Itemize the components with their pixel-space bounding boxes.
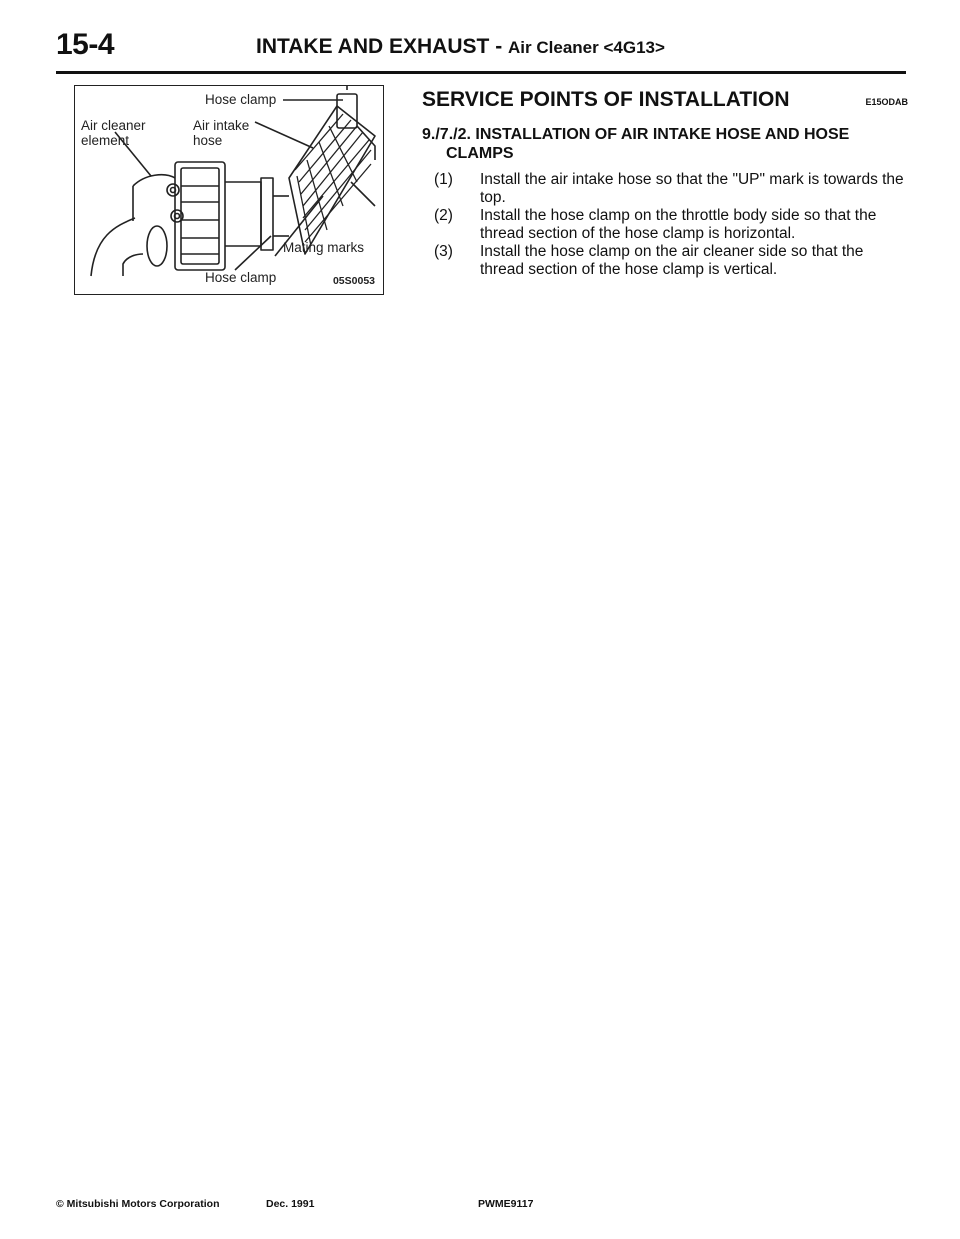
- figure-code: 05S0053: [332, 275, 375, 287]
- header-section-title: INTAKE AND EXHAUST: [256, 35, 490, 58]
- step-number: (2): [434, 207, 453, 224]
- step-item: [422, 207, 908, 243]
- footer-doc-code: PWME9117: [478, 1198, 534, 1210]
- step-item: [422, 243, 908, 279]
- section-code: E15ODAB: [865, 97, 908, 107]
- label-hose-clamp-top: Hose clamp: [205, 92, 277, 107]
- section-heading: [422, 88, 908, 116]
- step-number: (3): [434, 243, 453, 260]
- label-air-cleaner-element: Air cleaner element: [81, 118, 146, 148]
- label-mating-marks: Mating marks: [283, 240, 365, 255]
- page-number: 15-4: [56, 28, 115, 61]
- header-subtitle: Air Cleaner <4G13>: [508, 38, 665, 57]
- item-title-line1: 9./7./2. INSTALLATION OF AIR INTAKE HOSE AND HOSE: [422, 126, 850, 143]
- header-separator: -: [495, 35, 503, 58]
- air-intake-illustration: [74, 85, 384, 295]
- step-text: Install the air intake hose so that the "UP" mark is towards the top.: [480, 171, 904, 206]
- label-air-intake-hose: Air intake hose: [193, 118, 250, 148]
- footer-copyright: © Mitsubishi Motors Corporation: [56, 1198, 220, 1210]
- header-title: [256, 35, 665, 59]
- footer-date: Dec. 1991: [266, 1198, 315, 1210]
- step-text: Install the hose clamp on the air cleaner side so that the thread section of the hose clamp is vertical.: [480, 243, 864, 278]
- page-footer: [56, 1198, 816, 1214]
- label-hose-clamp-bottom: Hose clamp: [205, 270, 277, 285]
- header-rule: [56, 71, 906, 74]
- step-number: (1): [434, 171, 453, 188]
- item-title-line2: CLAMPS: [446, 145, 514, 162]
- steps-list: [422, 171, 908, 279]
- section-title: SERVICE POINTS OF INSTALLATION: [422, 88, 790, 111]
- step-item: [422, 171, 908, 207]
- page-header: [56, 28, 904, 68]
- step-text: Install the hose clamp on the throttle body side so that the thread section of the hose clamp is horizontal.: [480, 207, 877, 242]
- service-points-section: [422, 88, 908, 279]
- item-heading: [422, 125, 908, 163]
